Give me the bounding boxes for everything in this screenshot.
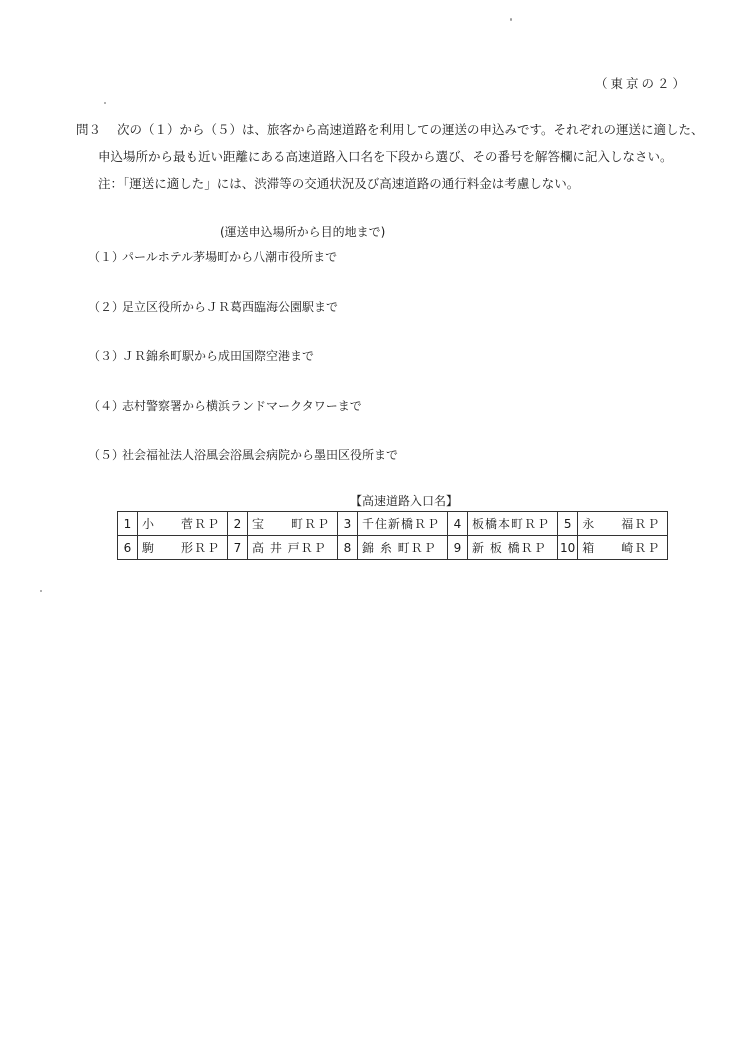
- entrance-number: 2: [228, 512, 248, 536]
- routes-heading: (運送申込場所から目的地まで): [220, 225, 386, 239]
- entrance-name: 駒 形ＲＰ: [138, 536, 228, 560]
- entrance-name: 板橋本町ＲＰ: [468, 512, 558, 536]
- entrance-table: [117, 511, 668, 560]
- route-item: [88, 397, 362, 414]
- route-number: （２）: [88, 300, 125, 314]
- question-line-2: 申込場所から最も近い距離にある高速道路入口名を下段から選び、その番号を解答欄に記入しなさい。: [98, 149, 673, 164]
- entrance-name: 高 井 戸ＲＰ: [248, 536, 338, 560]
- question-note: 注：「運送に適した」には、渋滞等の交通状況及び高速道路の通行料金は考慮しない。: [98, 176, 580, 191]
- route-item: [88, 446, 398, 463]
- entrance-number: 6: [118, 536, 138, 560]
- route-item: [88, 298, 338, 315]
- entrance-number: 8: [338, 536, 358, 560]
- entrance-number: 1: [118, 512, 138, 536]
- entrance-name: 新 板 橋ＲＰ: [468, 536, 558, 560]
- question-number: 問３: [76, 122, 102, 137]
- route-number: （３）: [88, 349, 125, 363]
- route-text: 志村警察署から横浜ランドマークタワーまで: [122, 399, 362, 413]
- scan-speck: [104, 102, 106, 104]
- route-text: パールホテル茅場町から八潮市役所まで: [122, 250, 338, 264]
- page-code: （東京の２）: [594, 76, 688, 91]
- entrance-table-title: 【高速道路入口名】: [350, 494, 459, 508]
- entrance-number: 3: [338, 512, 358, 536]
- route-item: [88, 347, 314, 364]
- route-item: [88, 248, 337, 265]
- question-line-1: [76, 120, 704, 138]
- entrance-number: 4: [448, 512, 468, 536]
- route-text: ＪＲ錦糸町駅から成田国際空港まで: [122, 349, 315, 363]
- route-text: 社会福祉法人浴風会浴風会病院から墨田区役所まで: [122, 448, 399, 462]
- route-number: （１）: [88, 250, 125, 264]
- entrance-name: 箱 崎ＲＰ: [578, 536, 668, 560]
- entrance-number: 7: [228, 536, 248, 560]
- route-number: （５）: [88, 448, 125, 462]
- entrance-name: 永 福ＲＰ: [578, 512, 668, 536]
- route-number: （４）: [88, 399, 125, 413]
- entrance-number: 9: [448, 536, 468, 560]
- entrance-name: 宝 町ＲＰ: [248, 512, 338, 536]
- entrance-number: 5: [558, 512, 578, 536]
- entrance-name: 錦 糸 町ＲＰ: [358, 536, 448, 560]
- table-row: [118, 536, 668, 560]
- scan-speck: [510, 18, 512, 21]
- table-row: [118, 512, 668, 536]
- entrance-name: 小 菅ＲＰ: [138, 512, 228, 536]
- entrance-name: 千住新橋ＲＰ: [358, 512, 448, 536]
- question-text-1: 次の（１）から（５）は、旅客から高速道路を利用しての運送の申込みです。それぞれの運送に適した、: [117, 122, 704, 137]
- route-text: 足立区役所からＪＲ葛西臨海公園駅まで: [122, 300, 339, 314]
- entrance-number: 10: [558, 536, 578, 560]
- scan-speck: [40, 590, 42, 592]
